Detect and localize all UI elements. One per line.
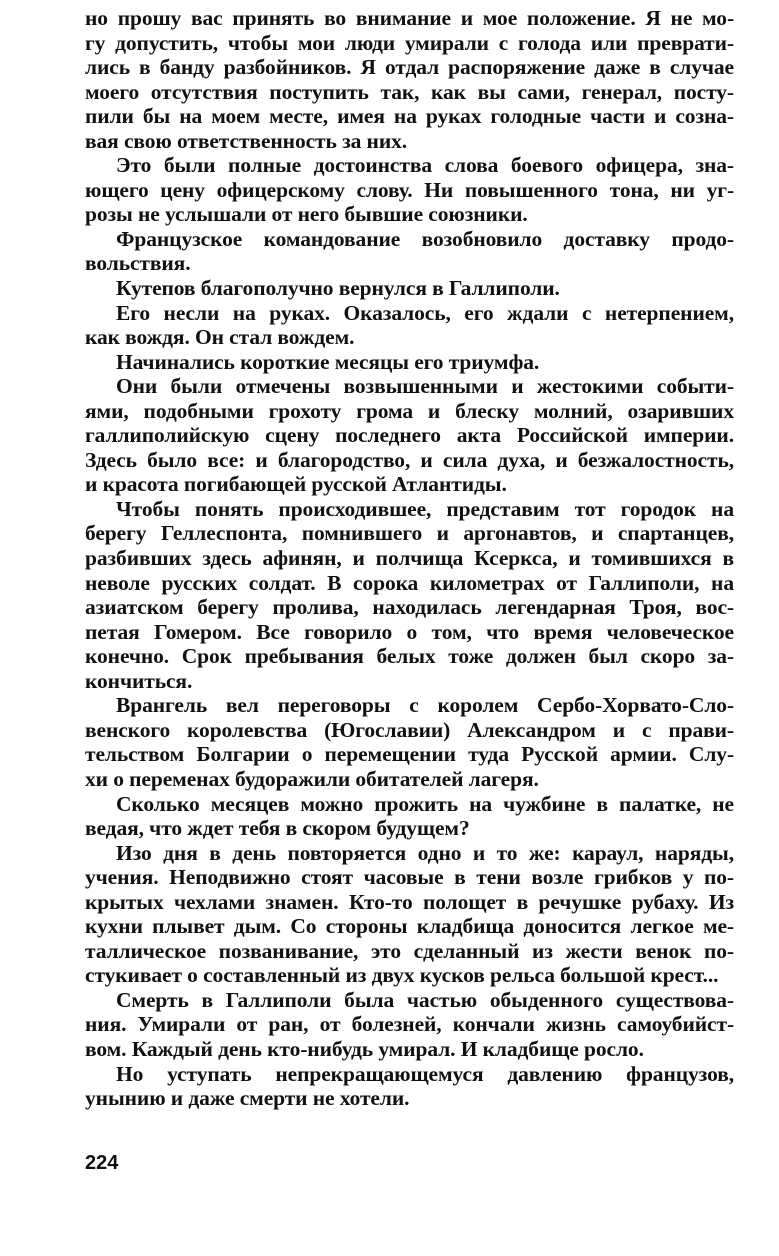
text-line: Здесь было все: и благородство, и сила духа, и безжалостность, [85,447,734,472]
text-line: Его несли на руках. Оказалось, его ждали с нетерпением, [116,300,734,325]
text-line: Но уступать непрекращающемуся давлению французов, [116,1061,734,1086]
paragraph [85,301,734,350]
text-line: азиатском берегу пролива, находилась легендарная Троя, вос- [85,595,734,620]
text-line: Врангель вел переговоры с королем Сербо-Хорвато-Сло- [116,693,734,718]
paragraph [85,693,734,791]
text-line: моего отсутствия поступить так, как вы сами, генерал, посту- [85,79,734,104]
text-line: и красота погибающей русской Атлантиды. [85,472,507,497]
text-line: Это были полные достоинства слова боевого офицера, зна- [116,153,734,178]
text-line: лись в банду разбойников. Я отдал распоряжение даже в случае [85,55,734,80]
text-line: вольствия. [85,251,191,276]
text-line: Изо дня в день повторяется одно и то же: караул, наряды, [116,840,734,865]
text-line: ями, подобными грохоту грома и блеску молний, озаривших [85,398,734,423]
text-line: Чтобы понять происходившее, представим тот городок на [116,496,734,521]
text-line: но прошу вас принять во внимание и мое положение. Я не мо- [85,6,734,30]
page-body [85,6,734,1111]
text-line: унынию и даже смерти не хотели. [85,1086,410,1111]
text-line: галлиполийскую сцену последнего акта Российской империи. [85,423,734,448]
text-line: ния. Умирали от ран, от болезней, кончали жизнь самоубийст- [85,1012,734,1037]
text-line: берегу Геллеспонта, помнившего и аргонавтов, и спартанцев, [85,521,734,546]
text-line: Они были отмечены возвышенными и жестокими событи- [116,374,734,399]
text-line: вая свою ответственность за них. [85,128,408,153]
paragraph [85,1062,734,1111]
paragraph [85,227,734,276]
text-line: Сколько месяцев можно прожить на чужбине в палатке, не [116,791,734,816]
text-line: венского королевства (Югославии) Александром и с прави- [85,717,734,742]
text-line: учения. Неподвижно стоят часовые в тени возле грибков у по- [85,865,734,890]
text-line: пили бы на моем месте, имея на руках голодные части и созна- [85,104,734,129]
text-line: Кутепов благополучно вернулся в Галлиполи. [116,276,560,301]
text-line: ведая, что ждет тебя в скором будущем? [85,816,470,841]
text-line: тельством Болгарии о перемещении туда Русской армии. Слу- [85,742,734,767]
text-line: вом. Каждый день кто-нибудь умирал. И кладбище росло. [85,1036,644,1061]
text-line: хи о переменах будоражили обитателей лагеря. [85,766,539,791]
text-line: разбивших здесь афинян, и полчища Ксеркса, и томившихся в [85,546,734,571]
text-line: Французское командование возобновило доставку продо- [116,226,734,251]
page-number: 224 [85,1152,119,1174]
text-line: розы не услышали от него бывшие союзники. [85,202,528,227]
text-line: как вождя. Он стал вождем. [85,325,355,350]
text-line: Смерть в Галлиполи была частью обыденного существова- [116,987,734,1012]
paragraph [85,792,734,841]
text-line: кончиться. [85,668,193,693]
text-line: конечно. Срок пребывания белых тоже должен был скоро за- [85,644,734,669]
text-line: крытых чехлами знамен. Кто-то полощет в речушке рубаху. Из [85,889,734,914]
paragraph [85,153,734,227]
text-line: петая Гомером. Все говорило о том, что время человеческое [85,619,734,644]
text-line: Начинались короткие месяцы его триумфа. [116,349,540,374]
paragraph [85,6,734,153]
text-line: таллическое позванивание, это сделанный из жести венок по- [85,938,734,963]
text-line: гу допустить, чтобы мои люди умирали с голода или преврати- [85,30,734,55]
paragraph [85,276,734,301]
text-line: кухни плывет дым. Со стороны кладбища доносится легкое ме- [85,914,734,939]
text-line: ющего цену офицерскому слову. Ни повышенного тона, ни уг- [85,177,734,202]
paragraph [85,350,734,375]
paragraph [85,841,734,988]
paragraph [85,374,734,497]
text-line: неволе русских солдат. В сорока километрах от Галлиполи, на [85,570,734,595]
text-line: стукивает о составленный из двух кусков рельса большой крест... [85,963,719,988]
paragraph [85,988,734,1062]
paragraph [85,497,734,693]
